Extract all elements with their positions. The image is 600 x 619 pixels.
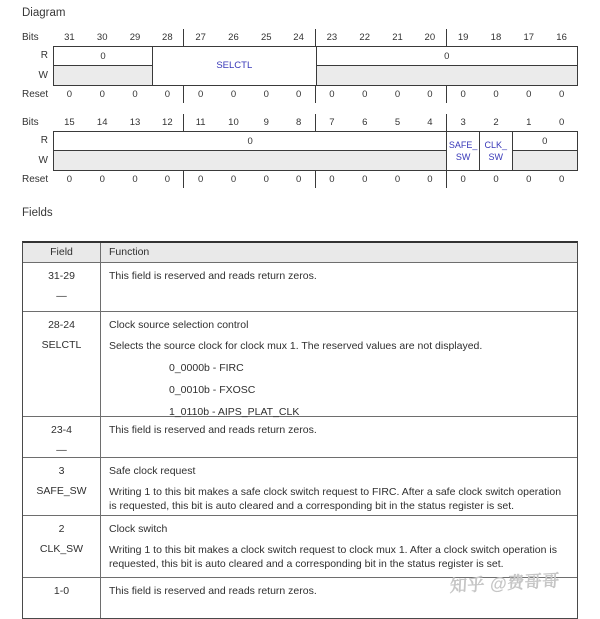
write-shade (317, 66, 578, 85)
field-name: SAFE_ (448, 140, 478, 150)
fields-table (22, 241, 578, 619)
function-title: Clock switch (109, 523, 168, 535)
field-cell (23, 312, 101, 419)
reset-value: 0 (460, 89, 466, 100)
reset-value: 0 (493, 89, 499, 100)
fields-heading: Fields (22, 207, 53, 219)
write-row-label: W (38, 155, 48, 166)
reset-value: 0 (230, 174, 237, 185)
reset-value: 0 (394, 89, 401, 100)
field-selctl (152, 47, 315, 85)
reset-value: 0 (230, 89, 237, 100)
table-row-31-29 (23, 263, 577, 312)
reset-value: 0 (558, 174, 565, 185)
bit-number: 20 (414, 29, 447, 46)
reset-value: 0 (414, 171, 447, 188)
reset-value: 0 (198, 89, 204, 100)
reset-value: 0 (66, 89, 73, 100)
function-text: This field is reserved and reads return zeros. (109, 424, 317, 436)
bit-number: 14 (96, 117, 108, 128)
register-word-high (0, 29, 600, 103)
table-row-selctl (23, 312, 577, 417)
field-safe-sw (446, 132, 479, 170)
field-reserved-15-4 (54, 132, 446, 170)
write-shade (513, 151, 577, 170)
bit-number: 5 (394, 117, 401, 128)
bit-number: 7 (329, 117, 335, 128)
diagram-heading: Diagram (22, 7, 66, 19)
field-name: SW (488, 152, 504, 162)
bit-number: 0 (558, 117, 565, 128)
function-cell (101, 263, 577, 311)
bit-number: 16 (556, 32, 567, 43)
bits-label: Bits (22, 32, 39, 43)
reset-value: 0 (493, 174, 499, 185)
bit-number: 25 (260, 32, 272, 43)
write-shade (54, 151, 446, 170)
option-value: 0_0000b - FIRC (169, 362, 244, 374)
function-cell (101, 417, 577, 457)
field-column-header: Field (23, 243, 101, 262)
reset-value: 0 (66, 174, 73, 185)
read-value (513, 132, 577, 151)
reset-value: 0 (283, 171, 316, 188)
reset-value: 0 (329, 174, 335, 185)
reset-value: 0 (151, 86, 184, 103)
write-row-label: W (38, 70, 48, 81)
bit-number: 27 (195, 32, 206, 43)
field-cell (23, 458, 101, 515)
read-row-label: R (40, 50, 48, 61)
bit-range: 1-0 (53, 585, 70, 597)
table-row-safe-sw (23, 458, 577, 516)
bit-numbers-row (53, 114, 578, 131)
field-name: CLK_ (484, 140, 508, 150)
bit-number: 21 (392, 32, 403, 43)
read-value (317, 47, 578, 66)
reset-row-label: Reset (22, 174, 49, 185)
reset-value: 0 (99, 174, 105, 185)
bit-range: 31-29 (48, 270, 75, 282)
field-cell (23, 417, 101, 457)
function-column-header: Function (109, 246, 150, 258)
read-value (54, 132, 446, 151)
read-value (54, 47, 152, 66)
field-reserved-23-16 (316, 47, 578, 85)
function-cell (101, 312, 577, 419)
field-reserved-31-29 (54, 47, 152, 85)
reset-value: 0 (198, 174, 204, 185)
field-cell (23, 263, 101, 311)
reserved-zero: 0 (100, 50, 106, 62)
bit-number: 18 (490, 32, 502, 43)
field-clk-sw (479, 132, 512, 170)
bit-range: 23-4 (50, 424, 72, 436)
reset-value: 0 (526, 174, 532, 185)
bit-number: 26 (228, 32, 239, 43)
reset-value: 0 (526, 89, 532, 100)
bit-number: 1 (526, 117, 532, 128)
bit-number: 10 (228, 117, 239, 128)
bit-number: 3 (460, 117, 466, 128)
bits-label: Bits (22, 117, 39, 128)
bit-number: 9 (263, 117, 269, 128)
bit-number: 22 (359, 32, 370, 43)
bit-number: 28 (151, 29, 184, 46)
reset-values-row (53, 171, 578, 188)
reset-values-row (53, 86, 578, 103)
bit-number: 4 (414, 114, 447, 131)
reserved-zero: 0 (444, 50, 450, 62)
function-text: Writing 1 to this bit makes a safe clock switch request to FIRC. After a safe clock switch operation is requested, this bit is auto cleared and a corresponding bit in the status register is set. (109, 486, 562, 512)
bit-number: 24 (283, 29, 316, 46)
function-title: Safe clock request (109, 465, 196, 477)
field-name: — (56, 290, 67, 302)
reset-value: 0 (263, 89, 269, 100)
bit-number: 15 (64, 117, 75, 128)
bit-numbers-row (53, 29, 578, 46)
function-text: Writing 1 to this bit makes a clock switch request to clock mux 1. After a clock switch operation is requested, this bit is auto cleared and a corresponding bit in the status register is set. (109, 544, 557, 570)
bit-number: 17 (523, 32, 535, 43)
write-shade (54, 66, 152, 85)
table-row-23-4 (23, 417, 577, 458)
read-row-label: R (40, 135, 48, 146)
bit-range: 28-24 (48, 319, 75, 331)
bit-number: 29 (129, 32, 141, 43)
bit-number: 13 (129, 117, 141, 128)
field-name: — (56, 444, 67, 456)
reset-value: 0 (263, 174, 269, 185)
option-value: 0_0010b - FXOSC (169, 384, 256, 396)
function-cell (101, 516, 577, 577)
bit-number: 31 (64, 32, 75, 43)
reset-value: 0 (362, 89, 368, 100)
reset-value: 0 (283, 86, 316, 103)
reset-value: 0 (329, 89, 335, 100)
bit-number: 11 (195, 117, 206, 128)
field-name: CLK_SW (39, 543, 84, 555)
function-text: Selects the source clock for clock mux 1. The reserved values are not displayed. (109, 340, 483, 352)
bit-range: 3 (58, 465, 65, 477)
register-word-low (0, 114, 600, 188)
field-name: SELCTL (216, 60, 253, 71)
option-value: 1_0110b - AIPS_PLAT_CLK (169, 406, 300, 418)
bit-number: 19 (457, 32, 469, 43)
reset-value: 0 (414, 86, 447, 103)
function-cell (101, 458, 577, 515)
watermark: 知乎 @费哥哥 (449, 571, 561, 596)
bit-number: 6 (362, 117, 368, 128)
field-name: SAFE_SW (36, 485, 87, 497)
bit-range: 2 (58, 523, 65, 535)
bit-number: 12 (151, 114, 184, 131)
function-title: Clock source selection control (109, 319, 249, 331)
reserved-zero: 0 (542, 135, 548, 147)
reset-value: 0 (460, 174, 466, 185)
reset-value: 0 (151, 171, 184, 188)
bit-number: 2 (493, 117, 499, 128)
function-text: This field is reserved and reads return zeros. (109, 270, 317, 282)
field-cell (23, 516, 101, 577)
reset-value: 0 (558, 89, 565, 100)
reserved-zero: 0 (247, 135, 253, 147)
register-box-low (53, 131, 578, 171)
reset-value: 0 (394, 174, 401, 185)
bit-number: 8 (283, 114, 316, 131)
field-reserved-1-0 (512, 132, 577, 170)
table-header-row (23, 243, 577, 263)
reset-value: 0 (132, 174, 138, 185)
bit-number: 30 (96, 32, 108, 43)
function-text: This field is reserved and reads return zeros. (109, 585, 317, 597)
reset-value: 0 (99, 89, 105, 100)
reset-row-label: Reset (22, 89, 49, 100)
register-box-high (53, 46, 578, 86)
reset-value: 0 (132, 89, 138, 100)
field-cell (23, 578, 101, 618)
reset-value: 0 (362, 174, 368, 185)
field-name: SELCTL (41, 339, 82, 351)
bit-number: 23 (326, 32, 338, 43)
field-name: SW (455, 152, 471, 162)
